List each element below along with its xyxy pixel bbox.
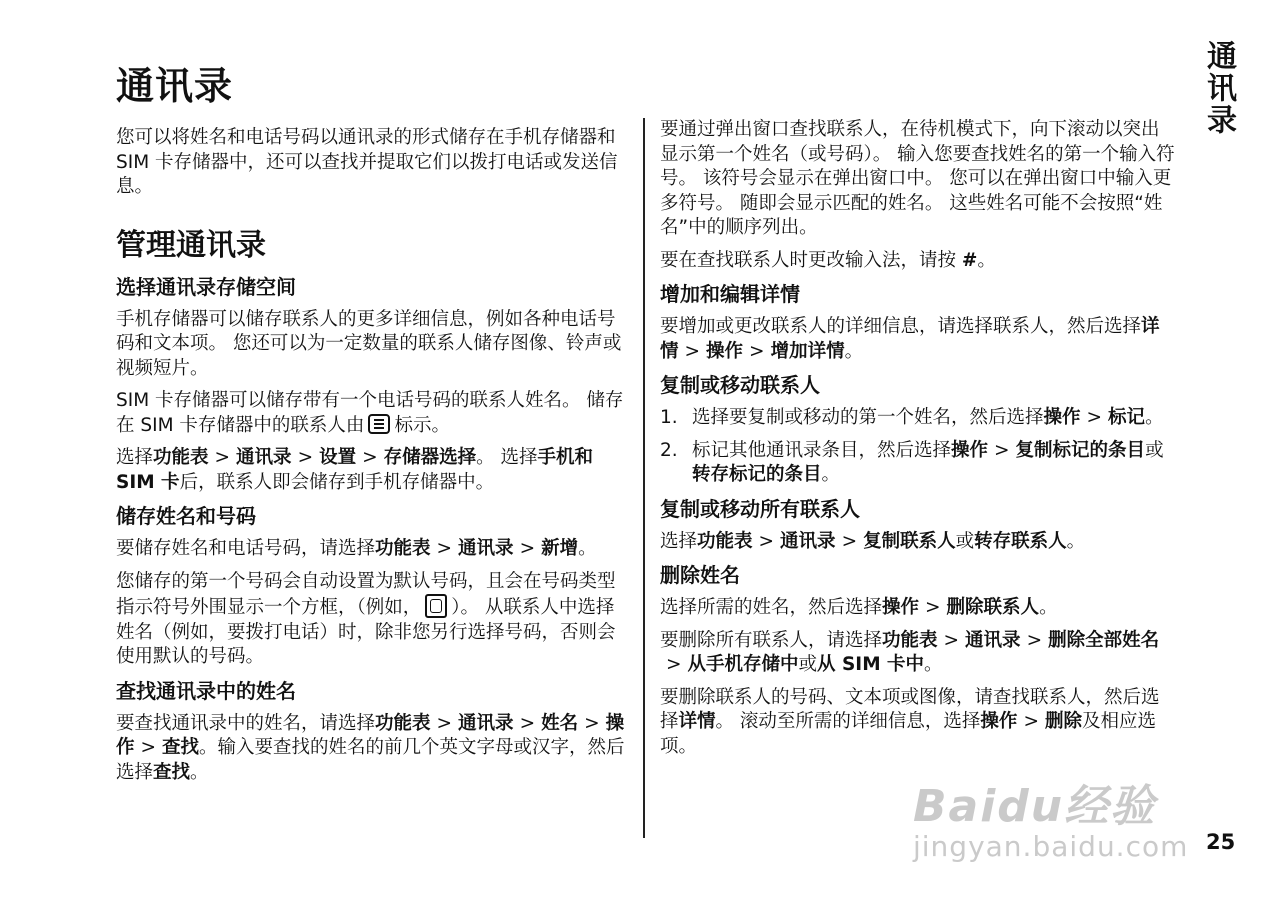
heading-copy-move: 复制或移动联系人 <box>660 373 820 397</box>
paragraph-save-path: 要储存姓名和电话号码，请选择功能表 > 通讯录 > 新增。 <box>116 538 597 559</box>
heading-select-memory: 选择通讯录存储空间 <box>116 274 296 299</box>
paragraph-memory-path: 选择功能表 > 通讯录 > 设置 > 存储器选择。 选择手机和 SIM 卡后，联系人即会储存到手机存储器中。 <box>116 447 594 493</box>
left-column <box>116 62 632 793</box>
section-title: 管理通讯录 <box>116 227 266 263</box>
paragraph-change-input: 要在查找联系人时更改输入法，请按 #。 <box>660 249 996 271</box>
copy-move-steps <box>660 406 1175 488</box>
side-tab-title: 通讯录 <box>1201 40 1236 136</box>
sim-card-icon <box>368 414 390 434</box>
heading-save-name: 储存姓名和号码 <box>116 504 256 528</box>
heading-add-edit: 增加和编辑详情 <box>660 282 800 306</box>
paragraph-find-path: 要查找通讯录中的姓名，请选择功能表 > 通讯录 > 姓名 > 操作 > 查找。输入要查找的姓名的前几个英文字母或汉字，然后选择查找。 <box>116 712 625 783</box>
list-item: 1. 选择要复制或移动的第一个姓名，然后选择操作 > 标记。 <box>660 407 1164 428</box>
paragraph-popup-find: 要通过弹出窗口查找联系人，在待机模式下，向下滚动以突出显示第一个姓名（或号码）。 输入您要查找姓名的第一个输入符号。 该符号会显示在弹出窗口中。 您可以在弹出窗口中输入更多符号。 随即会显示匹配的姓名。 这些姓名可能不会按照“姓名”中的顺序列出。 <box>660 119 1175 238</box>
page-title: 通讯录 <box>116 64 234 108</box>
paragraph-sim-memory: SIM 卡存储器可以储存带有一个电话号码的联系人姓名。 储存在 SIM 卡存储器中的联系人由 标示。 <box>116 390 624 436</box>
paragraph-delete-one: 选择所需的姓名，然后选择操作 > 删除联系人。 <box>660 597 1058 618</box>
paragraph-memory-details: 手机存储器可以储存联系人的更多详细信息，例如各种电话号码和文本项。 您还可以为一定数量的联系人储存图像、铃声或视频短片。 <box>116 308 622 379</box>
heading-delete: 删除姓名 <box>660 563 740 587</box>
page-number: 25 <box>1206 830 1236 854</box>
paragraph-delete-all: 要删除所有联系人，请选择功能表 > 通讯录 > 删除全部姓名> 从手机存储中或从 SIM 卡中。 <box>660 629 1160 675</box>
paragraph-default-number: 您储存的第一个号码会自动设置为默认号码，且会在号码类型指示符号外围显示一个方框，（例如， ）。 从联系人中选择姓名（例如，要拨打电话）时，除非您另行选择号码，否则会使用默认的号码。 <box>116 570 616 667</box>
paragraph-delete-details: 要删除联系人的号码、文本项或图像，请查找联系人，然后选择详情。 滚动至所需的详细信息，选择操作 > 删除及相应选项。 <box>660 686 1160 757</box>
list-item: 2. 标记其他通讯录条目，然后选择操作 > 复制标记的条目或转存标记的条目。 <box>660 439 1164 485</box>
paragraph-copy-all: 选择功能表 > 通讯录 > 复制联系人或转存联系人。 <box>660 530 1086 552</box>
default-number-icon <box>425 594 447 618</box>
heading-find-name: 查找通讯录中的姓名 <box>116 678 296 703</box>
baidu-watermark <box>905 760 1205 870</box>
watermark-url: jingyan.baidu.com <box>913 830 1189 863</box>
right-column <box>660 118 1175 767</box>
paragraph-add-edit: 要增加或更改联系人的详细信息，请选择联系人，然后选择详情 > 操作 > 增加详情。 <box>660 316 1160 362</box>
watermark-logo-text: Baidu经验 <box>913 781 1157 832</box>
heading-copy-all: 复制或移动所有联系人 <box>660 496 860 521</box>
intro-paragraph: 您可以将姓名和电话号码以通讯录的形式储存在手机存储器和 SIM 卡存储器中，还可以查找并提取它们以拨打电话或发送信息。 <box>116 127 618 197</box>
column-divider <box>643 118 645 838</box>
